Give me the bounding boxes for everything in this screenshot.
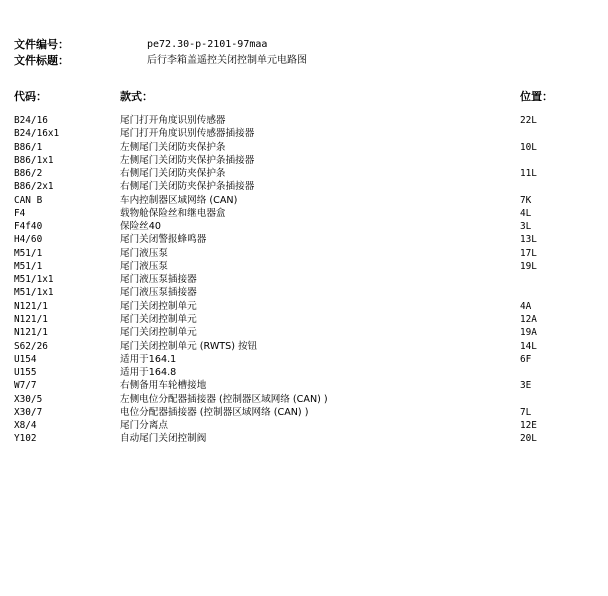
component-location: 13L: [520, 234, 537, 246]
component-row: [0, 313, 608, 326]
component-row: [0, 141, 608, 154]
component-location: 10L: [520, 141, 537, 153]
component-name: 载物舱保险丝和继电器盒: [120, 207, 226, 219]
component-name: 尾门打开角度识别传感器插接器: [120, 128, 255, 140]
component-name: 尾门关闭控制单元 (RWTS) 按钮: [120, 340, 258, 352]
component-row: [0, 194, 608, 207]
component-code: M51/1: [14, 247, 43, 259]
component-code: B86/2: [14, 168, 43, 180]
component-code: H4/60: [14, 234, 43, 246]
component-location: 11L: [520, 168, 537, 180]
doc-title-label: 文件标题：: [14, 54, 69, 67]
component-name: 尾门关闭控制单元: [120, 300, 197, 312]
component-row: [0, 233, 608, 246]
component-name: 尾门液压泵插接器: [120, 287, 197, 299]
component-code: N121/1: [14, 327, 48, 339]
component-location: 4A: [520, 300, 532, 312]
component-row: [0, 353, 608, 366]
component-row: [0, 432, 608, 445]
component-row: [0, 326, 608, 339]
component-location: 17L: [520, 247, 537, 259]
component-code: CAN B: [14, 194, 43, 206]
component-code: U155: [14, 367, 37, 379]
component-location: 14L: [520, 340, 537, 352]
component-row: [0, 300, 608, 313]
component-location: 19A: [520, 327, 537, 339]
doc-number-label: 文件编号：: [14, 38, 69, 51]
component-code: X8/4: [14, 420, 37, 432]
component-name: 尾门打开角度识别传感器: [120, 115, 226, 126]
component-row: [0, 154, 608, 167]
component-code: M51/1x1: [14, 274, 54, 286]
component-location: 7K: [520, 194, 532, 206]
component-name: 左侧尾门关闭防夹保护条: [120, 141, 226, 153]
component-code: M51/1: [14, 260, 43, 272]
component-location: 4L: [520, 207, 532, 219]
component-name: 电位分配器插接器 (控制器区域网络 (CAN) ): [120, 406, 309, 418]
component-location: 12E: [520, 420, 537, 432]
component-code: B86/1x1: [14, 154, 54, 166]
component-row: [0, 340, 608, 353]
component-name: 左侧电位分配器插接器 (控制器区域网络 (CAN) ): [120, 393, 328, 405]
component-row: [0, 406, 608, 419]
component-row: [0, 220, 608, 233]
component-location: 19L: [520, 260, 537, 272]
component-name: 自动尾门关闭控制阀: [120, 433, 207, 445]
component-row: [0, 247, 608, 260]
component-list: [0, 114, 608, 446]
component-row: [0, 286, 608, 299]
component-name: 尾门关闭警报蜂鸣器: [120, 234, 207, 246]
component-code: X30/5: [14, 393, 43, 405]
component-name: 右侧备用车轮槽接地: [120, 380, 207, 392]
component-location: 22L: [520, 115, 537, 126]
component-name: 适用于164.8: [120, 367, 177, 379]
component-name: 尾门液压泵插接器: [120, 274, 197, 286]
component-name: 尾门液压泵: [120, 260, 168, 272]
component-code: W7/7: [14, 380, 37, 392]
component-location: 3E: [520, 380, 532, 392]
component-code: F4f40: [14, 221, 43, 233]
component-code: M51/1x1: [14, 287, 54, 299]
component-code: B24/16x1: [14, 128, 60, 140]
component-name: 适用于164.1: [120, 353, 177, 365]
component-code: B86/1: [14, 141, 43, 153]
component-row: [0, 393, 608, 406]
component-code: U154: [14, 353, 37, 365]
component-location: 20L: [520, 433, 537, 445]
column-header-name: 款式：: [120, 90, 153, 103]
component-location: 7L: [520, 406, 532, 418]
component-name: 右侧尾门关闭防夹保护条插接器: [120, 181, 255, 193]
component-name: 保险丝40: [120, 221, 161, 233]
component-name: 尾门液压泵: [120, 247, 168, 259]
component-name: 车内控制器区域网络 (CAN): [120, 194, 238, 206]
doc-number-value: pe72.30-p-2101-97maa: [147, 39, 268, 50]
doc-title-value: 后行李箱盖遥控关闭控制单元电路图: [147, 55, 307, 66]
component-name: 尾门关闭控制单元: [120, 313, 197, 325]
component-row: [0, 366, 608, 379]
column-header-code: 代码：: [14, 90, 47, 103]
component-name: 尾门关闭控制单元: [120, 327, 197, 339]
component-row: [0, 207, 608, 220]
component-location: 6F: [520, 353, 532, 365]
component-row: [0, 167, 608, 180]
component-code: B24/16: [14, 115, 48, 126]
component-name: 左侧尾门关闭防夹保护条插接器: [120, 154, 255, 166]
component-row: [0, 379, 608, 392]
component-row: [0, 127, 608, 140]
component-code: N121/1: [14, 300, 48, 312]
component-location: 3L: [520, 221, 532, 233]
component-row: [0, 419, 608, 432]
component-row: [0, 260, 608, 273]
component-name: 尾门分离点: [120, 420, 168, 432]
component-row: [0, 180, 608, 193]
component-code: N121/1: [14, 313, 48, 325]
component-code: S62/26: [14, 340, 48, 352]
component-row: [0, 114, 608, 127]
component-code: B86/2x1: [14, 181, 54, 193]
component-code: X30/7: [14, 406, 43, 418]
component-location: 12A: [520, 313, 537, 325]
component-row: [0, 273, 608, 286]
component-name: 右侧尾门关闭防夹保护条: [120, 168, 226, 180]
component-code: F4: [14, 207, 26, 219]
component-code: Y102: [14, 433, 37, 445]
column-header-location: 位置：: [520, 90, 553, 103]
